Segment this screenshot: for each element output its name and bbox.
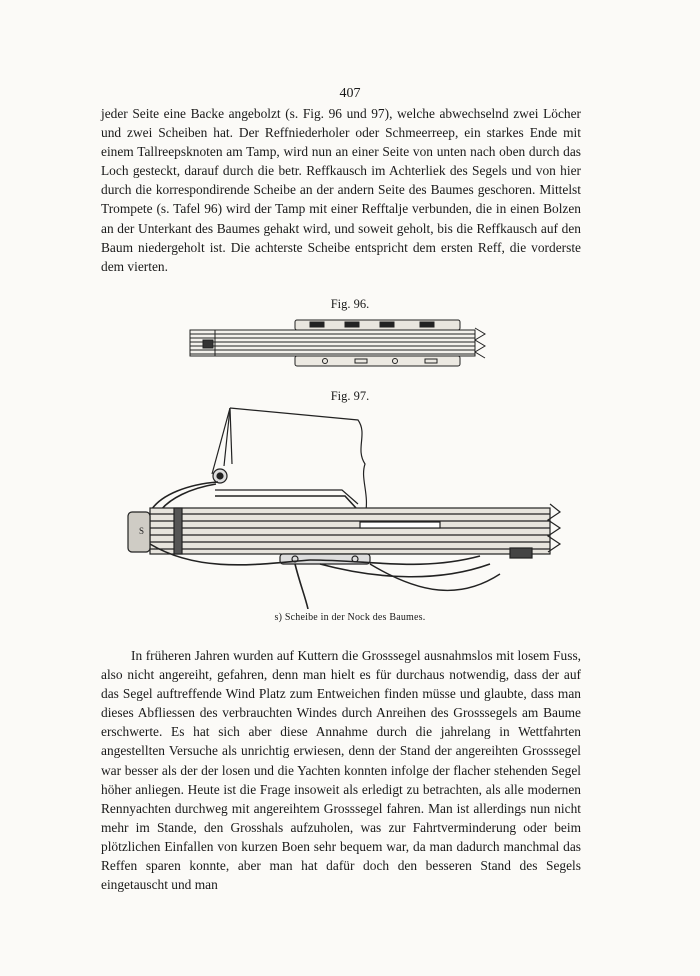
- figure-96-boom-drawing: [185, 314, 515, 370]
- figure-97-label: Fig. 97.: [330, 389, 370, 403]
- figure-96-label: Fig. 96.: [330, 297, 370, 311]
- nock-marker: S: [139, 526, 145, 536]
- body-paragraph-2: In früheren Jahren wurden auf Kuttern die Grosssegel ausnahmslos mit losem Fuss, also nicht angereiht, gefahren, denn man hielt es für durchaus notwendig, dass der auf das Segel auftreffende Wind Platz zum Entweichen finden müsse und glaubte, dass man dieses Abfliessen des verbrauchten Windes durch Anreihen des Grosssegels am Baume erschwerte. Es hat sich aber diese Annahme durch die jahrelang in Wettfahrten angestellten Versuche als unrichtig erwiesen, denn der Stand der angereihten Grosssegel war besser als der der losen und die Yachten konnten infolge der flacher stehenden Segel höher anliegen. Heute ist die Frage insoweit als erledigt zu betrachten, als alle modernen Rennyachten durchweg mit angereihtem Grosssegel fahren. Man ist allerdings nun nicht mehr im Stande, den Grosshals aufzuholen, was zur Fahrtverminderung oder beim plötzlichen Einfallen von kurzen Boen sehr bequem war, da man dadurch manchmal das Reffen sparen konnte, aber man hat dafür doch den besseren Stand des Segels eingetauscht und man: [101, 648, 581, 893]
- figure-97-boom-drawing: [120, 404, 570, 609]
- figure-97-caption: s) Scheibe in der Nock des Baumes.: [274, 612, 426, 623]
- body-paragraph-1: jeder Seite eine Backe angebolzt (s. Fig. 96 und 97), welche abwechselnd zwei Löcher und zwei Scheiben hat. Der Reffniederholer oder Schmeerreep, ein starkes Ende mit einem Tallreepsknoten am Tamp, wird nun an einer Seite von unten nach oben durch das Loch gesteckt, darauf durch die betr. Reffkausch im Achterliek des Segels und von hier durch die korrespondirende Scheibe an der andern Seite des Baumes geschoren. Mittelst Trompete (s. Tafel 96) wird der Tamp mit einer Refftalje verbunden, die in einen Bolzen an der Unterkant des Baumes gehakt wird, und soweit geholt, bis die Reffkausch auf den Baum niedergeholt ist. Die achterste Scheibe entspricht dem ersten Reff, die vorderste dem vierten.: [101, 106, 581, 274]
- page-number: 407: [339, 86, 361, 101]
